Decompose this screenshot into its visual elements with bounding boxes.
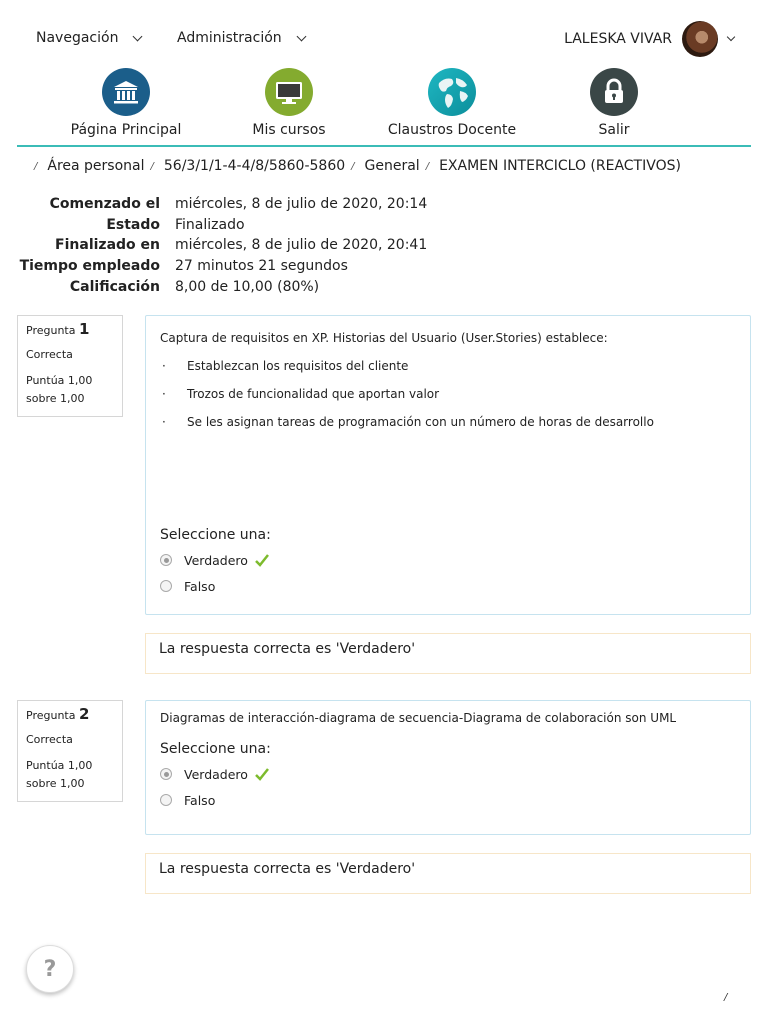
bullet-dot: · xyxy=(162,387,166,401)
answer-option-label: Falso xyxy=(184,792,216,808)
grade-line: Puntúa 1,00 xyxy=(26,374,93,387)
question-label: Pregunta xyxy=(26,709,76,722)
top-navbar xyxy=(0,0,768,72)
globe-icon xyxy=(428,68,476,116)
attempt-summary-table xyxy=(0,194,427,297)
breadcrumb-item-personal-area[interactable]: Área personal xyxy=(47,158,145,174)
breadcrumb-separator: / xyxy=(150,160,154,172)
summary-row xyxy=(0,256,427,277)
grade-line: sobre 1,00 xyxy=(26,392,85,405)
answer-prompt: Seleccione una: xyxy=(160,527,271,543)
answer-option-false[interactable] xyxy=(160,573,736,599)
summary-key: Comenzado el xyxy=(49,196,160,212)
chevron-down-icon xyxy=(296,31,306,41)
nav-item-claustros[interactable] xyxy=(377,68,527,138)
summary-row xyxy=(0,235,427,256)
navigation-menu[interactable] xyxy=(36,30,141,46)
summary-key: Estado xyxy=(106,216,160,233)
radio-button[interactable] xyxy=(160,580,172,592)
nav-item-label: Mis cursos xyxy=(252,122,326,138)
question-grade xyxy=(26,757,114,793)
answer-option-false[interactable] xyxy=(160,787,736,813)
question-mark-icon: ? xyxy=(43,956,57,982)
breadcrumb xyxy=(34,158,681,174)
user-menu[interactable] xyxy=(564,21,734,57)
question-content xyxy=(145,700,751,835)
radio-button-checked[interactable] xyxy=(160,554,172,566)
bullet-dot: · xyxy=(162,359,166,373)
question-number xyxy=(26,707,114,723)
chevron-down-icon xyxy=(727,33,735,41)
summary-row xyxy=(0,277,427,298)
summary-value: miércoles, 8 de julio de 2020, 20:41 xyxy=(175,237,428,254)
nav-item-label: Salir xyxy=(598,122,630,138)
summary-row xyxy=(0,194,427,215)
bullet-item xyxy=(160,359,736,373)
radio-button[interactable] xyxy=(160,794,172,806)
footer-separator: / xyxy=(724,992,728,1003)
answer-option-label: Verdadero xyxy=(184,552,248,568)
summary-row xyxy=(0,215,427,236)
question-state: Correcta xyxy=(26,733,73,746)
breadcrumb-item-course[interactable]: 56/3/1/1-4-4/8/5860-5860 xyxy=(163,158,346,174)
summary-key: Calificación xyxy=(69,278,160,295)
answer-option-true[interactable] xyxy=(160,761,736,787)
question-number xyxy=(26,322,114,338)
grade-line: Puntúa 1,00 xyxy=(26,759,93,772)
bullet-text: Establezcan los requisitos del cliente xyxy=(187,359,409,373)
nav-item-my-courses[interactable] xyxy=(214,68,364,138)
nav-item-home[interactable] xyxy=(51,68,201,138)
breadcrumb-item-general[interactable]: General xyxy=(364,158,420,174)
question-info xyxy=(17,700,123,802)
bullet-item xyxy=(160,387,736,401)
answer-option-label: Falso xyxy=(184,578,216,594)
breadcrumb-separator: / xyxy=(425,160,430,172)
navigation-menu-label: Navegación xyxy=(36,30,119,46)
avatar[interactable] xyxy=(682,21,718,57)
chevron-down-icon xyxy=(133,31,143,41)
nav-item-label: Claustros Docente xyxy=(387,122,517,138)
correct-answer-feedback: La respuesta correcta es 'Verdadero' xyxy=(145,853,751,894)
monitor-icon xyxy=(265,68,313,116)
question-number-value: 2 xyxy=(78,705,90,723)
question-grade xyxy=(26,372,114,408)
bank-icon xyxy=(102,68,150,116)
radio-button-checked[interactable] xyxy=(160,768,172,780)
administration-menu-label: Administración xyxy=(177,30,282,46)
help-button[interactable] xyxy=(26,945,74,993)
icon-navigation xyxy=(17,68,751,147)
answer-prompt: Seleccione una: xyxy=(160,741,271,757)
breadcrumb-separator: / xyxy=(351,160,355,172)
question-label: Pregunta xyxy=(26,324,76,337)
bullet-item xyxy=(160,415,736,429)
answer-option-label: Verdadero xyxy=(184,766,248,782)
checkmark-icon xyxy=(254,552,270,568)
question-number-value: 1 xyxy=(78,320,90,338)
summary-key: Finalizado en xyxy=(55,237,160,254)
bullet-text: Se les asignan tareas de programación con un número de horas de desarrollo xyxy=(187,415,654,429)
grade-line: sobre 1,00 xyxy=(26,777,85,790)
question-state: Correcta xyxy=(26,348,73,361)
summary-key: Tiempo empleado xyxy=(19,258,160,275)
lock-icon xyxy=(590,68,638,116)
answer-option-true[interactable] xyxy=(160,547,736,573)
bullet-text: Trozos de funcionalidad que aportan valor xyxy=(187,387,440,401)
question-info xyxy=(17,315,123,417)
summary-value: miércoles, 8 de julio de 2020, 20:14 xyxy=(175,196,428,212)
breadcrumb-separator: / xyxy=(34,160,38,172)
correct-answer-feedback: La respuesta correcta es 'Verdadero' xyxy=(145,633,751,674)
question-text: Captura de requisitos en XP. Historias del Usuario (User.Stories) establece: xyxy=(160,331,608,345)
checkmark-icon xyxy=(254,766,270,782)
administration-menu[interactable] xyxy=(177,30,305,46)
question-text: Diagramas de interacción-diagrama de secuencia-Diagrama de colaboración son UML xyxy=(160,711,677,725)
question-content xyxy=(145,315,751,615)
summary-value: Finalizado xyxy=(175,216,245,233)
nav-item-label: Página Principal xyxy=(70,122,182,138)
summary-value: 27 minutos 21 segundos xyxy=(175,258,348,275)
bullet-dot: · xyxy=(162,415,166,429)
breadcrumb-item-exam[interactable]: EXAMEN INTERCICLO (REACTIVOS) xyxy=(439,158,681,174)
summary-value: 8,00 de 10,00 (80%) xyxy=(175,278,320,295)
user-name: LALESKA VIVAR xyxy=(564,31,672,47)
nav-item-logout[interactable] xyxy=(539,68,689,138)
